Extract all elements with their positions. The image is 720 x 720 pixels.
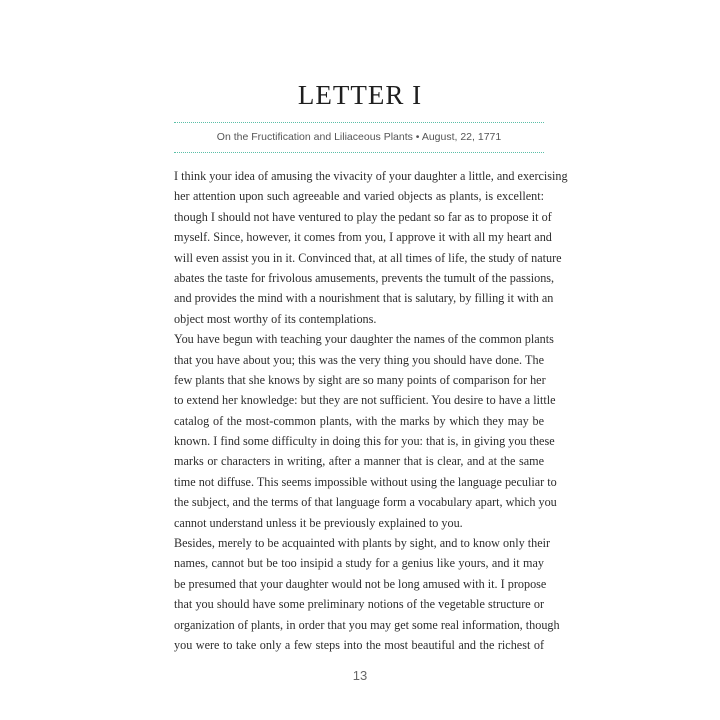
body-line: known. I find some difficulty in doing this for you: that is, in giving you these — [174, 434, 555, 449]
body-line: few plants that she knows by sight are so many points of comparison for her — [174, 372, 546, 387]
body-line: marks or characters in writing, after a manner that is clear, and at the same — [174, 454, 544, 469]
body-line: object most worthy of its contemplations. — [174, 311, 377, 326]
letter-body — [174, 166, 568, 655]
body-line: Besides, merely to be acquainted with plants by sight, and to know only their — [174, 536, 551, 551]
page-number: 13 — [352, 668, 368, 683]
body-line: to extend her knowledge: but they are not sufficient. You desire to have a little — [174, 393, 556, 408]
body-line: cannot understand unless it be previously explained to you. — [174, 515, 463, 530]
body-line: will even assist you in it. Convinced that, at all times of life, the study of nature — [174, 250, 562, 265]
body-line: the subject, and the terms of that language form a vocabulary apart, which you — [174, 495, 557, 510]
page-title: LETTER I — [297, 80, 423, 110]
body-line: that you have about you; this was the very thing you should have done. The — [174, 352, 544, 367]
body-line: I think your idea of amusing the vivacity of your daughter a little, and exercising — [174, 169, 568, 183]
body-line: You have begun with teaching your daughter the names of the common plants — [174, 332, 554, 347]
body-line: names, cannot but be too insipid a study for a genius like yours, and it may — [174, 556, 544, 571]
body-line: though I should not have ventured to play the pedant so far as to propose it of — [174, 209, 552, 224]
body-line: catalog of the most-common plants, with the marks by which they may be — [174, 413, 544, 428]
body-line: and provides the mind with a nourishment that is salutary, by filling it with an — [174, 291, 554, 306]
body-line: you were to take only a few steps into the most beautiful and the richest of — [174, 637, 544, 652]
body-line: myself. Since, however, it comes from you, I approve it with all my heart and — [174, 230, 552, 245]
body-line: time not diffuse. This seems impossible without using the language peculiar to — [174, 474, 557, 489]
body-line: her attention upon such agreeable and varied objects as plants, is excellent: — [174, 189, 544, 204]
bottom-divider — [174, 152, 544, 153]
top-divider — [174, 122, 544, 123]
letter-subtitle: On the Fructification and Liliaceous Plants • August, 22, 1771 — [216, 131, 502, 143]
body-line: that you should have some preliminary notions of the vegetable structure or — [174, 597, 544, 612]
body-line: abates the taste for frivolous amusements, prevents the tumult of the passions, — [174, 270, 555, 285]
body-line: be presumed that your daughter would not be long amused with it. I propose — [174, 576, 547, 591]
body-line: organization of plants, in order that you may get some real information, though — [174, 617, 560, 632]
